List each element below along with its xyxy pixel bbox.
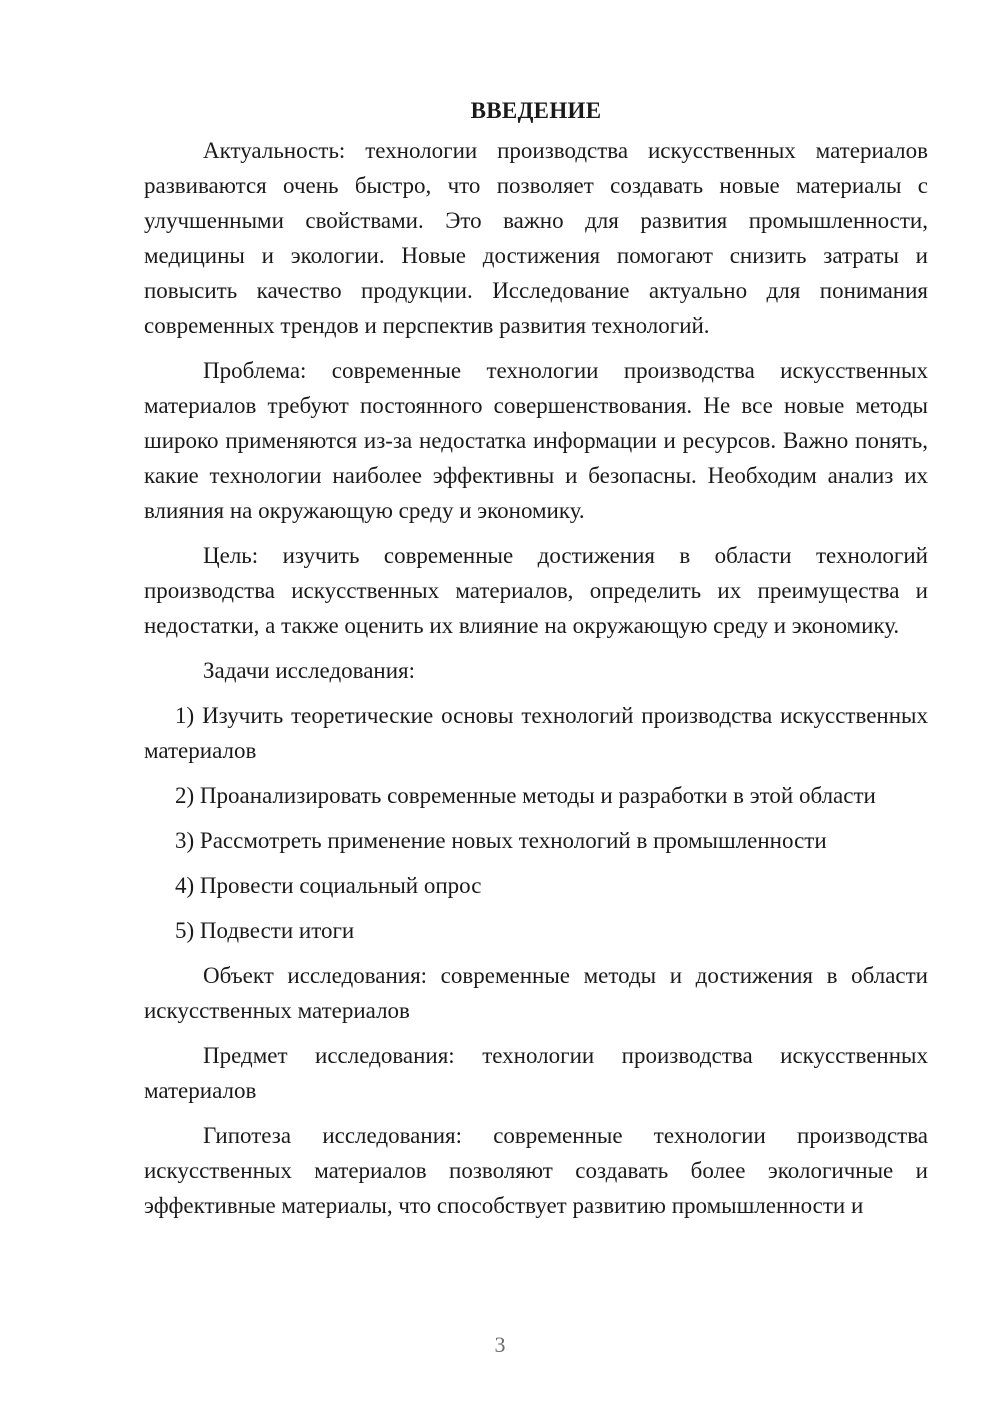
object-paragraph: Объект исследования: современные методы и достижения в области искусственных материалов [144, 963, 928, 1023]
goal-paragraph: Цель: изучить современные достижения в области технологий производства искусственных материалов, определить их преимущества и недостатки, а также оценить их влияние на окружающую среду и экономику. [144, 543, 928, 638]
page-number: 3 [494, 1332, 506, 1357]
task-item-1: 1) Изучить теоретические основы технологий производства искусственных материалов [144, 703, 928, 763]
task-item-4: 4) Провести социальный опрос [175, 873, 482, 898]
section-heading: ВВЕДЕНИЕ [470, 98, 602, 123]
subject-paragraph: Предмет исследования: технологии производства искусственных материалов [144, 1043, 928, 1103]
tasks-heading: Задачи исследования: [203, 658, 416, 683]
relevance-paragraph: Актуальность: технологии производства искусственных материалов развиваются очень быстро, что позволяет создавать новые материалы с улучшенными свойствами. Это важно для развития промышленности, медицины и экологии. Новые достижения помогают снизить затраты и повысить качество продукции. Исследование актуально для понимания современных трендов и перспектив развития технологий. [144, 138, 928, 338]
task-item-2: 2) Проанализировать современные методы и разработки в этой области [175, 783, 876, 808]
task-item-5: 5) Подвести итоги [175, 918, 355, 943]
page-content [144, 93, 928, 1223]
task-item-3: 3) Рассмотреть применение новых технологий в промышленности [175, 828, 827, 853]
hypothesis-paragraph: Гипотеза исследования: современные технологии производства искусственных материалов позволяют создавать более экологичные и эффективные материалы, что способствует развитию промышленности и [144, 1123, 928, 1218]
problem-paragraph: Проблема: современные технологии производства искусственных материалов требуют постоянного совершенствования. Не все новые методы широко применяются из-за недостатка информации и ресурсов. Важно понять, какие технологии наиболее эффективны и безопасны. Необходим анализ их влияния на окружающую среду и экономику. [144, 358, 928, 523]
